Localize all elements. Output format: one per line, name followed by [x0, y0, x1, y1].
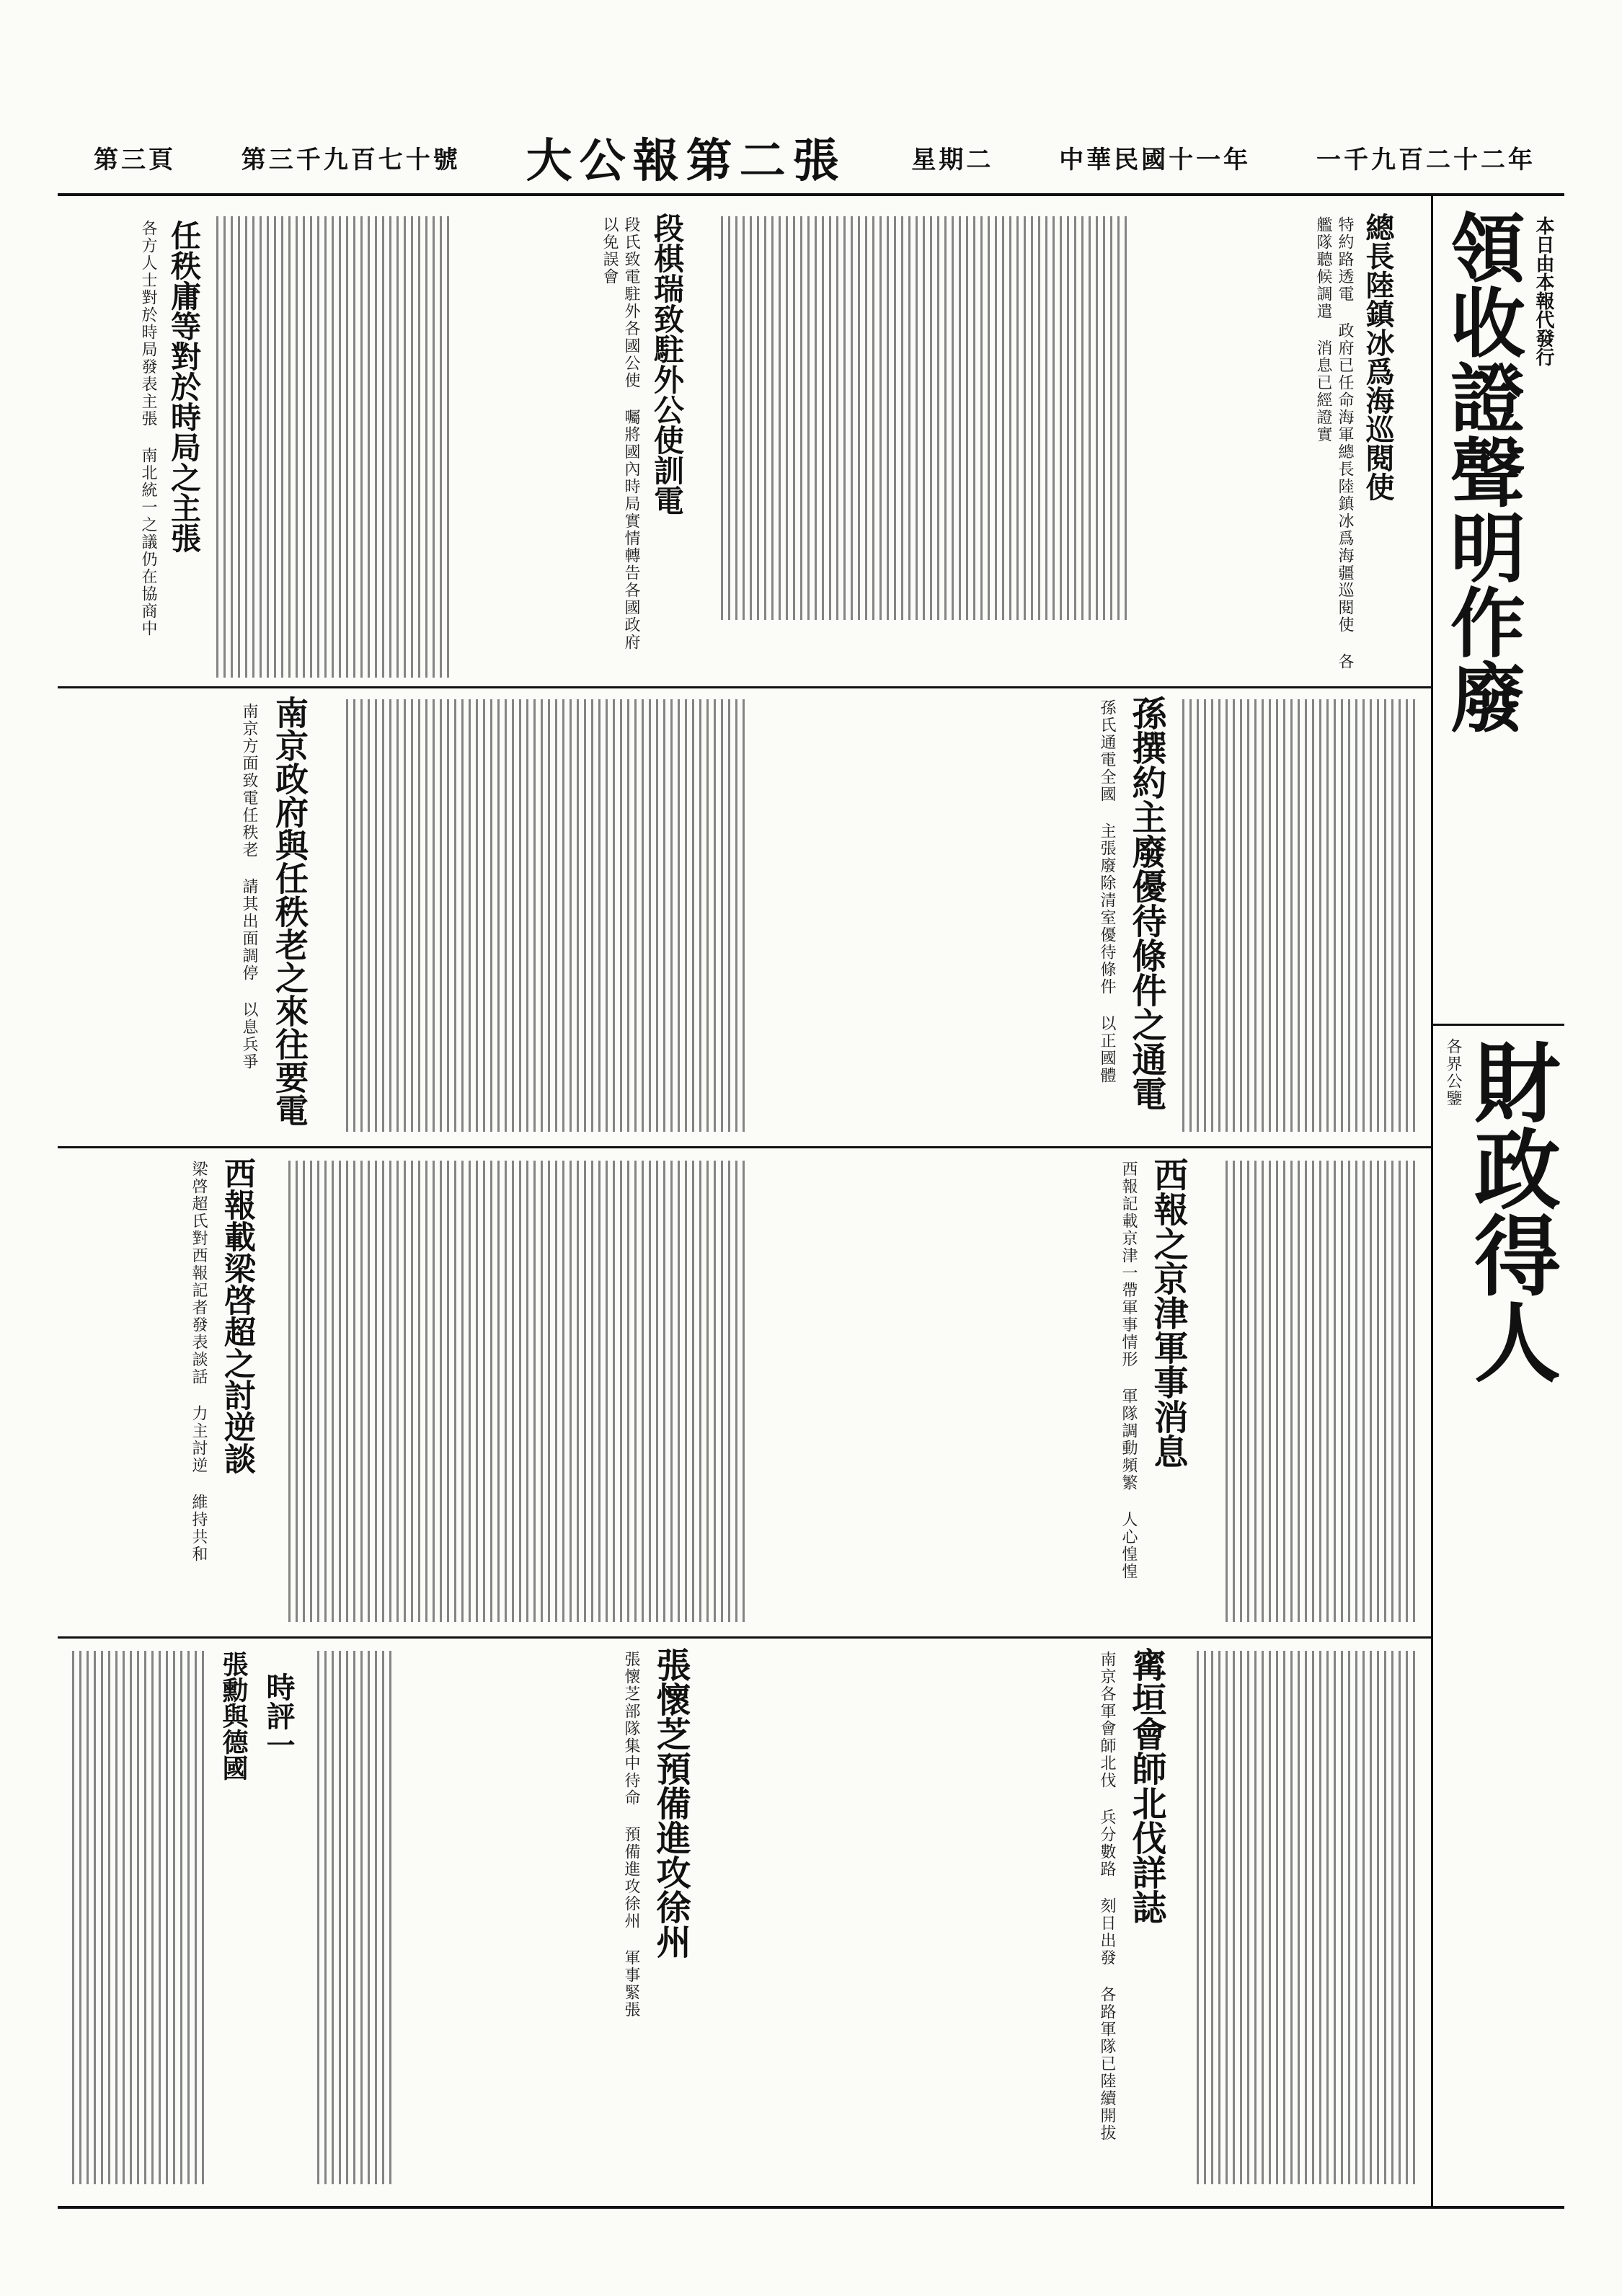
- article-body-lu: 特約路透電 政府已任命海軍總長陸鎮冰爲海疆巡閱使 各艦隊聽候調遣 消息已經證實: [1314, 216, 1354, 670]
- issue-number: 第三千九百七十號: [241, 145, 461, 174]
- finance-ad-headline: 財政得人: [1460, 1038, 1561, 1384]
- article-text-texture-6: [288, 1161, 750, 1622]
- article-body-ren: 各方人士對於時局發表主張 南北統一之議仍在協商中: [139, 220, 157, 637]
- section-rule-3: [58, 1636, 1431, 1639]
- article-text-texture-2: [216, 216, 454, 678]
- date-western: 一千九百二十二年: [1316, 145, 1535, 174]
- commentary-title: 張勳與德國: [218, 1651, 249, 1781]
- article-headline-zhang: 張懷芝預備進攻徐州: [650, 1647, 691, 1959]
- article-body-zhang: 張懷芝部隊集中待命 預備進攻徐州 軍事緊張: [622, 1651, 640, 2018]
- top-rule: [58, 193, 1564, 196]
- date-chinese: 中華民國十一年: [1059, 145, 1251, 174]
- finance-ad-body: 各界公鑒: [1444, 1038, 1462, 1107]
- article-headline-duan: 段棋瑞致駐外公使訓電: [650, 213, 685, 515]
- page-label: 第三頁: [94, 145, 176, 174]
- article-body-xibao: 西報記載京津一帶軍事情形 軍隊調動頻繁 人心惶惶: [1120, 1161, 1138, 1580]
- article-headline-nanjing: 南京政府與任秩老之來往要電: [270, 696, 309, 1127]
- commentary-label: 時評一: [262, 1672, 296, 1759]
- article-headline-xibao: 西報之京津軍事消息: [1148, 1157, 1188, 1468]
- article-text-texture-3: [1182, 699, 1420, 1132]
- article-headline-sun: 孫撰約主廢優待條件之通電: [1126, 696, 1166, 1111]
- article-headline-lu: 總長陸鎮冰爲海巡閱使: [1361, 213, 1395, 501]
- right-ad-headline: 領收證聲明作廢: [1437, 209, 1526, 734]
- article-headline-ningyuan: 寗垣會師北伐詳誌: [1126, 1647, 1166, 1924]
- right-column-rule: [1431, 193, 1433, 2209]
- weekday: 星期二: [911, 145, 994, 174]
- bottom-rule: [58, 2206, 1564, 2209]
- right-ad-side-text: 本日由本報代發行: [1533, 216, 1554, 366]
- ad-divider: [1431, 1024, 1564, 1026]
- article-body-nanjing: 南京方面致電任秩老 請其出面調停 以息兵爭: [240, 703, 258, 1071]
- article-body-sun: 孫氏通電全國 主張廢除清室優待條件 以正國體: [1098, 699, 1116, 1084]
- article-text-texture: [721, 216, 1132, 620]
- article-text-texture-5: [1226, 1161, 1420, 1622]
- article-body-liang: 梁啓超氏對西報記者發表談話 力主討逆 維持共和: [190, 1161, 208, 1563]
- section-rule-2: [58, 1146, 1431, 1148]
- article-text-texture-8: [317, 1651, 396, 2184]
- article-text-texture-4: [346, 699, 750, 1132]
- article-headline-ren: 任秩庸等對於時局之主張: [167, 220, 202, 553]
- article-headline-liang: 西報載梁啓超之討逆談: [218, 1157, 255, 1474]
- paper-title: 大公報第二張: [526, 134, 846, 188]
- article-text-texture-7: [1197, 1651, 1420, 2184]
- article-text-texture-9: [72, 1651, 209, 2184]
- masthead-row: [94, 128, 1535, 186]
- section-rule-1: [58, 686, 1431, 688]
- article-body-duan: 段氏致電駐外各國公使 囑將國內時局實情轉告各國政府 以免誤會: [601, 216, 640, 651]
- article-body-ningyuan: 南京各軍會師北伐 兵分數路 刻日出發 各路軍隊已陸續開拔: [1098, 1651, 1116, 2142]
